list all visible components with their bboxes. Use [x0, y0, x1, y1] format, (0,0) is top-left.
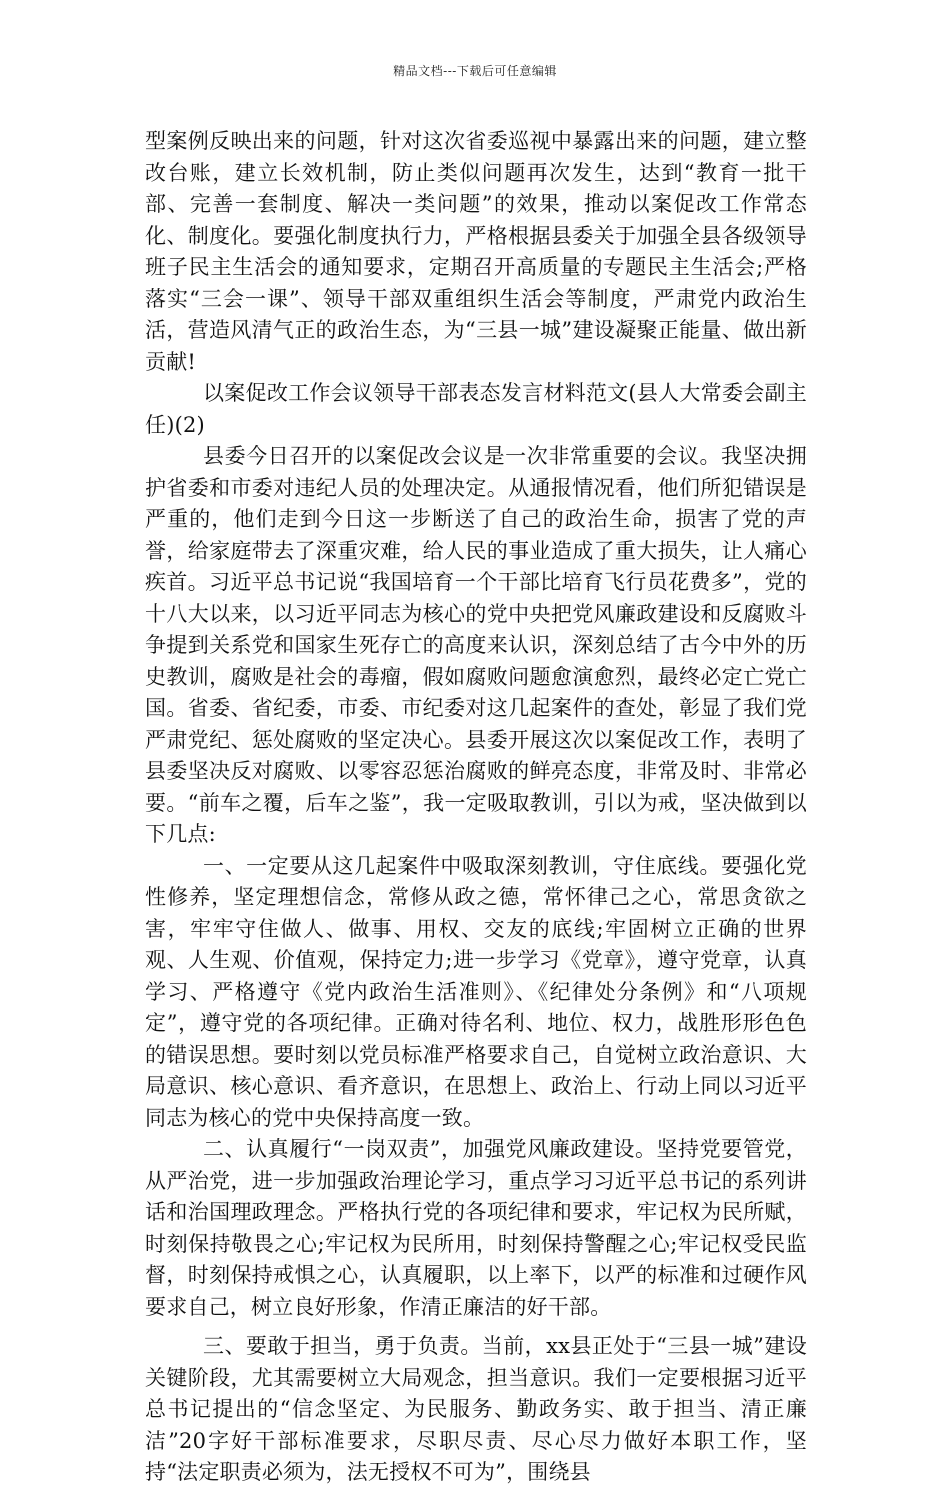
- document-body: [145, 126, 807, 1489]
- paragraph-intro: 县委今日召开的以案促改会议是一次非常重要的会议。我坚决拥护省委和市委对违纪人员的处理决定。从通报情况看，他们所犯错误是严重的，他们走到今日这一步断送了自己的政治生命，损害了党的声誉，给家庭带去了深重灾难，给人民的事业造成了重大损失，让人痛心疾首。习近平总书记说“我国培育一个干部比培育飞行员花费多”，党的十八大以来，以习近平同志为核心的党中央把党风廉政建设和反腐败斗争提到关系党和国家生死存亡的高度来认识，深刻总结了古今中外的历史教训，腐败是社会的毒瘤，假如腐败问题愈演愈烈，最终必定亡党亡国。省委、省纪委，市委、市纪委对这几起案件的查处，彰显了我们党严肃党纪、惩处腐败的坚定决心。县委开展这次以案促改工作，表明了县委坚决反对腐败、以零容忍惩治腐败的鲜亮态度，非常及时、非常必要。“前车之覆，后车之鉴”，我一定吸取教训，引以为戒，坚决做到以下几点:: [145, 444, 807, 846]
- paragraph-point-three: 三、要敢于担当，勇于负责。当前，xx县正处于“三县一城”建设关键阶段，尤其需要树立大局观念，担当意识。我们一定要根据习近平总书记提出的“信念坚定、为民服务、勤政务实、敢于担当、清正廉洁”20字好干部标准要求，尽职尽责、尽心尽力做好本职工作，坚持“法定职责必须为，法无授权不可为”，围绕县: [145, 1334, 807, 1484]
- page-header: 精品文档---下载后可任意编辑: [393, 64, 557, 78]
- paragraph-point-two: 二、认真履行“一岗双责”，加强党风廉政建设。坚持党要管党，从严治党，进一步加强政治理论学习，重点学习习近平总书记的系列讲话和治国理政理念。严格执行党的各项纪律和要求，牢记权为民所赋，时刻保持敬畏之心;牢记权为民所用，时刻保持警醒之心;牢记权受民监督，时刻保持戒惧之心，认真履职，以上率下，以严的标准和过硬作风要求自己，树立良好形象，作清正廉洁的好干部。: [145, 1137, 807, 1319]
- section-title: 以案促改工作会议领导干部表态发言材料范文(县人大常委会副主任)(2): [145, 381, 807, 437]
- paragraph-continuation: 型案例反映出来的问题，针对这次省委巡视中暴露出来的问题，建立整改台账，建立长效机制，防止类似问题再次发生，达到“教育一批干部、完善一套制度、解决一类问题”的效果，推动以案促改工作常态化、制度化。要强化制度执行力，严格根据县委关于加强全县各级领导班子民主生活会的通知要求，定期召开高质量的专题民主生活会;严格落实“三会一课”、领导干部双重组织生活会等制度，严肃党内政治生活，营造风清气正的政治生态，为“三县一城”建设凝聚正能量、做出新贡献!: [145, 129, 807, 374]
- paragraph-point-one: 一、一定要从这几起案件中吸取深刻教训，守住底线。要强化党性修养，坚定理想信念，常修从政之德，常怀律己之心，常思贪欲之害，牢牢守住做人、做事、用权、交友的底线;牢固树立正确的世界观、人生观、价值观，保持定力;进一步学习《党章》，遵守党章，认真学习、严格遵守《党内政治生活准则》、《纪律处分条例》和“八项规定”，遵守党的各项纪律。正确对待名利、地位、权力，战胜形形色色的错误思想。要时刻以党员标准严格要求自己，自觉树立政治意识、大局意识、核心意识、看齐意识，在思想上、政治上、行动上同以习近平同志为核心的党中央保持高度一致。: [145, 853, 807, 1130]
